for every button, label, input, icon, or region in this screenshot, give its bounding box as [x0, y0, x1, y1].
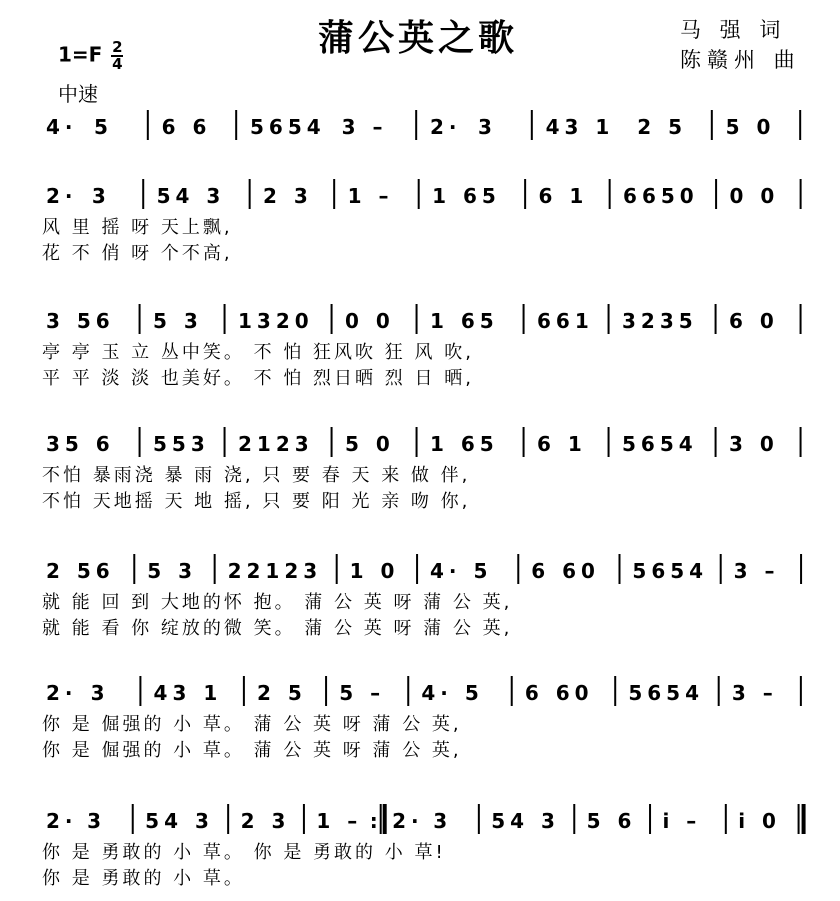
note-group: 5 0	[725, 115, 776, 139]
note-group: 3 –	[341, 115, 388, 139]
note-group: 3 –	[731, 681, 778, 705]
lyric-line: 你 是 倔强的 小 草。 蒲 公 英 呀 蒲 公 英,	[42, 740, 462, 761]
note-group: 4·	[46, 115, 78, 139]
note-group: 1320	[238, 309, 314, 333]
note-group: 6 1	[537, 432, 587, 456]
note-group: 6 60	[531, 559, 600, 583]
note-group: i –	[662, 809, 702, 833]
key-label: 1=F	[58, 42, 103, 67]
lyric-line: 不怕 暴雨浇 暴 雨 浇, 只 要 春 天 来 做 伴,	[42, 465, 471, 486]
time-bottom: 4	[112, 55, 123, 73]
note-group: 4· 5	[430, 559, 493, 583]
note-group: 2123	[238, 432, 314, 456]
note-group: 0 0	[345, 309, 395, 333]
note-group: 54 3	[491, 809, 560, 833]
lyric-line: 你 是 勇敢的 小 草。 你 是 勇敢的 小 草!	[42, 842, 446, 863]
composer-credit: 陈赣州 曲	[680, 48, 801, 72]
note-group: 3 0	[729, 432, 779, 456]
note-group: 5654	[250, 115, 326, 139]
note-group: 5	[94, 115, 113, 139]
lyric-line: 不怕 天地摇 天 地 摇, 只 要 阳 光 亲 吻 你,	[42, 491, 471, 512]
note-group: 2 5	[257, 681, 307, 705]
note-group: 3	[91, 184, 111, 208]
lyricist-credit: 马 强 词	[680, 18, 787, 42]
note-group: 2·	[46, 681, 78, 705]
note-group: 0 0	[729, 184, 780, 208]
note-group: 3	[87, 809, 107, 833]
lyric-line: 平 平 淡 淡 也美好。 不 怕 烈日晒 烈 日 晒,	[42, 368, 474, 389]
note-group: 5654	[622, 432, 698, 456]
note-group: 54 3	[156, 184, 226, 208]
note-group: 22123	[227, 559, 323, 583]
note-group: 4· 5	[421, 681, 484, 705]
note-group: 1 65	[430, 432, 499, 456]
note-group: 553	[153, 432, 210, 456]
note-group: 2·	[46, 184, 78, 208]
note-group: 35 6	[46, 432, 115, 456]
note-group: 3	[90, 681, 110, 705]
note-group: 54 3	[145, 809, 214, 833]
note-group: 2·	[46, 809, 78, 833]
note-group: i 0	[738, 809, 781, 833]
note-group: 1 0	[349, 559, 400, 583]
lyric-line: 你 是 勇敢的 小 草。	[42, 868, 245, 889]
note-group: 3	[478, 115, 497, 139]
note-group: 1 –	[316, 809, 363, 833]
note-group: 3 56	[46, 309, 115, 333]
note-group: 2 3	[240, 809, 291, 833]
note-group: 1 –	[347, 184, 394, 208]
lyric-line: 风 里 摇 呀 天上飘,	[42, 217, 233, 238]
note-group: 43 1	[153, 681, 223, 705]
note-group: 6 6	[161, 115, 212, 139]
lyric-line: 亭 亭 玉 立 丛中笑。 不 怕 狂风吹 狂 风 吹,	[42, 342, 474, 363]
lyric-line: 就 能 看 你 绽放的微 笑。 蒲 公 英 呀 蒲 公 英,	[42, 618, 513, 639]
note-group: 6 1	[538, 184, 589, 208]
note-group: 3	[433, 809, 453, 833]
tempo-marking: 中速	[58, 82, 98, 106]
note-group: 1 65	[432, 184, 501, 208]
note-group: 6 60	[524, 681, 594, 705]
note-group: 661	[537, 309, 594, 333]
repeat-sign: :	[369, 809, 378, 833]
note-group: 5 3	[153, 309, 203, 333]
time-top: 2	[112, 38, 123, 56]
note-group: 5 0	[345, 432, 395, 456]
song-title: 蒲公英之歌	[318, 17, 519, 59]
note-group: 5 3	[147, 559, 198, 583]
note-group: 43 1	[545, 115, 615, 139]
note-group: 5 6	[586, 809, 637, 833]
lyric-line: 花 不 俏 呀 个不高,	[42, 243, 233, 264]
note-group: 3 –	[733, 559, 780, 583]
note-group: 2·	[392, 809, 424, 833]
note-group: 5 –	[339, 681, 386, 705]
note-group: 6 0	[729, 309, 779, 333]
note-group: 2·	[430, 115, 462, 139]
note-group: 2 3	[263, 184, 313, 208]
lyric-line: 就 能 回 到 大地的怀 抱。 蒲 公 英 呀 蒲 公 英,	[42, 592, 513, 613]
note-group: 2 56	[46, 559, 115, 583]
note-group: 5654	[632, 559, 709, 583]
note-group: 1 65	[430, 309, 499, 333]
lyric-line: 你 是 倔强的 小 草。 蒲 公 英 呀 蒲 公 英,	[42, 714, 462, 735]
note-group: 5654	[628, 681, 705, 705]
note-group: 6650	[623, 184, 699, 208]
note-group: 3235	[622, 309, 698, 333]
note-group: 2 5	[637, 115, 688, 139]
